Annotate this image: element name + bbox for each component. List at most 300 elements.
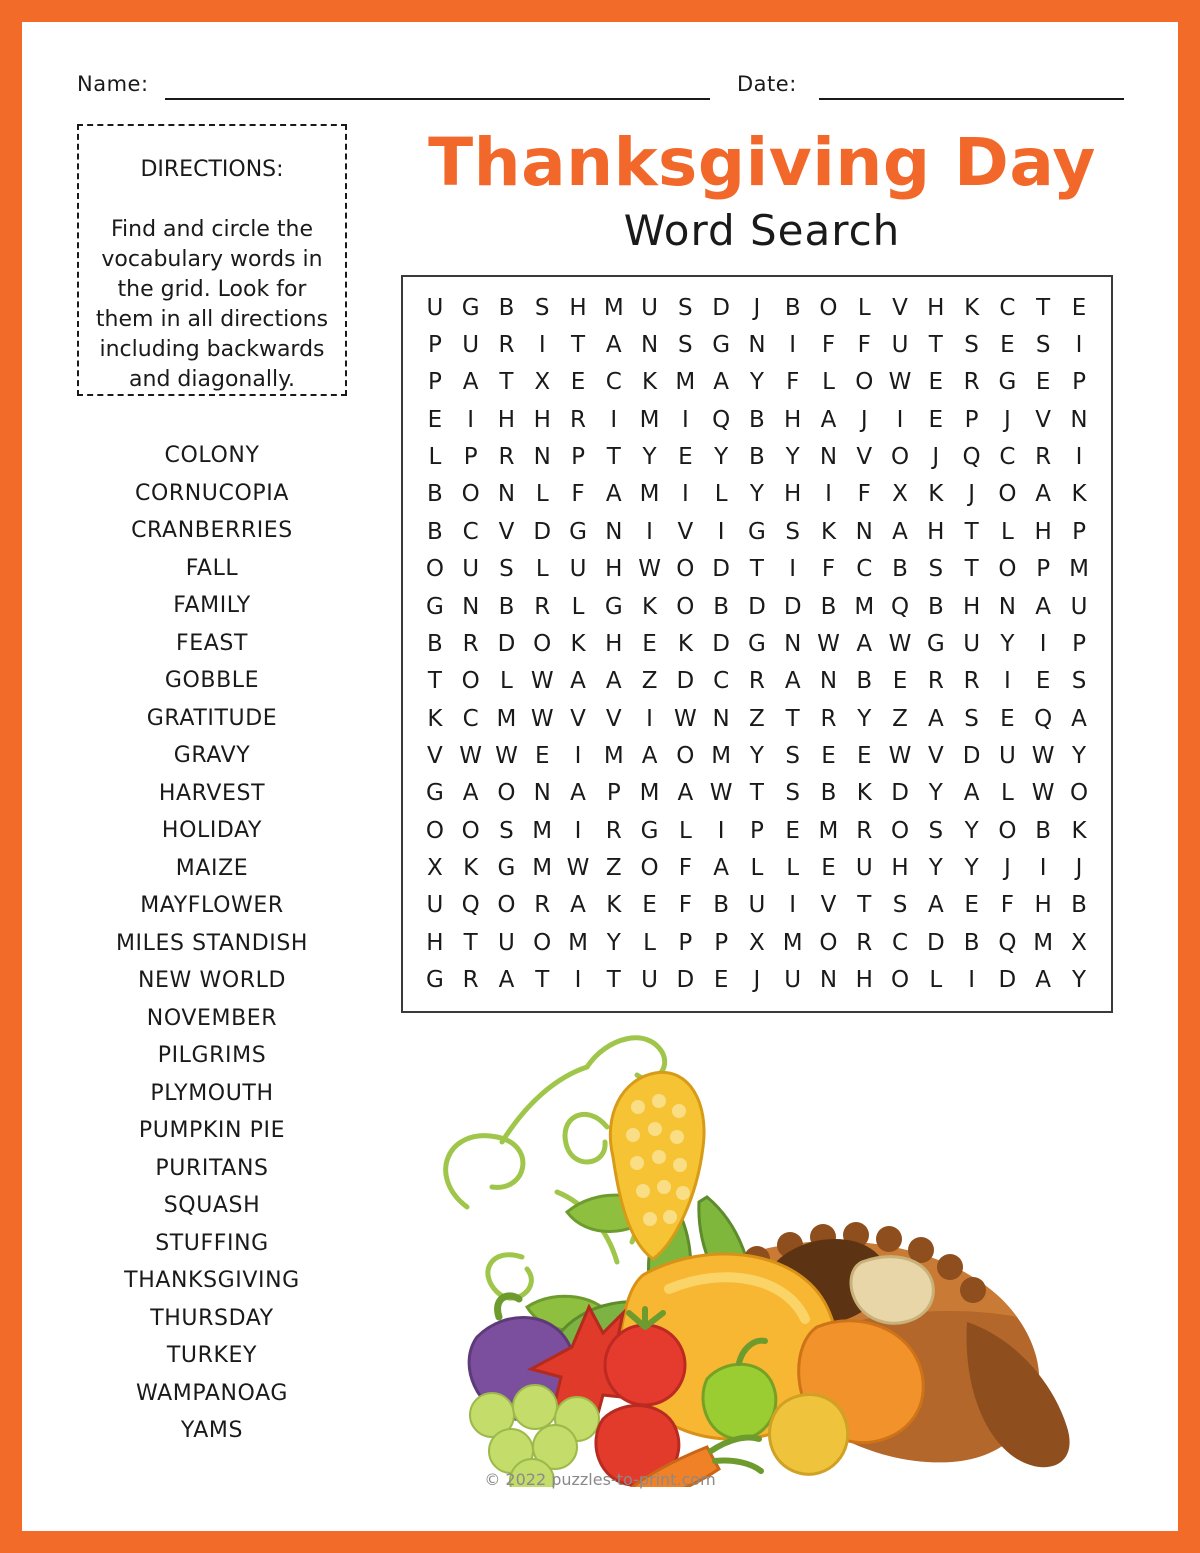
grid-cell[interactable]: D xyxy=(926,929,945,956)
grid-cell[interactable]: B xyxy=(820,593,837,620)
grid-cell[interactable]: R xyxy=(963,369,980,396)
grid-cell[interactable]: G xyxy=(425,593,444,620)
grid-cell[interactable]: R xyxy=(534,892,551,919)
grid-cell[interactable]: G xyxy=(569,518,587,545)
grid-cell[interactable]: S xyxy=(785,780,800,807)
grid-cell[interactable]: U xyxy=(748,892,766,919)
grid-cell[interactable]: O xyxy=(998,481,1017,508)
grid-cell[interactable]: Y xyxy=(749,369,764,396)
grid-cell[interactable]: Q xyxy=(998,929,1017,956)
grid-cell[interactable]: A xyxy=(570,892,586,919)
grid-cell[interactable]: M xyxy=(639,481,660,508)
grid-cell[interactable]: O xyxy=(819,929,838,956)
grid-cell[interactable]: X xyxy=(749,929,765,956)
grid-cell[interactable]: E xyxy=(928,369,944,396)
grid-cell[interactable]: H xyxy=(927,518,945,545)
grid-cell[interactable]: L xyxy=(857,294,871,321)
grid-cell[interactable]: P xyxy=(606,780,621,807)
word-list-item[interactable]: FAMILY xyxy=(173,593,251,618)
date-write-line[interactable] xyxy=(819,98,1124,100)
grid-cell[interactable]: T xyxy=(570,332,586,359)
grid-cell[interactable]: A xyxy=(784,668,801,695)
grid-cell[interactable]: K xyxy=(677,630,693,657)
grid-cell[interactable]: A xyxy=(605,332,622,359)
grid-cell[interactable]: H xyxy=(605,630,623,657)
grid-cell[interactable]: F xyxy=(786,369,800,396)
grid-cell[interactable]: K xyxy=(570,630,586,657)
grid-cell[interactable]: S xyxy=(1071,668,1087,695)
word-list-item[interactable]: THURSDAY xyxy=(150,1305,274,1331)
grid-cell[interactable]: I xyxy=(1075,444,1083,471)
grid-cell[interactable]: R xyxy=(462,630,479,657)
grid-cell[interactable]: E xyxy=(570,369,586,396)
grid-cell[interactable]: A xyxy=(927,705,944,732)
word-list-item[interactable]: NOVEMBER xyxy=(146,1005,278,1031)
grid-cell[interactable]: G xyxy=(712,332,731,359)
grid-cell[interactable]: H xyxy=(533,406,551,433)
word-list-item[interactable]: GOBBLE xyxy=(164,668,260,693)
grid-cell[interactable]: W xyxy=(638,556,661,583)
grid-cell[interactable]: O xyxy=(461,481,480,508)
grid-cell[interactable]: D xyxy=(676,967,695,994)
grid-cell[interactable]: H xyxy=(605,556,623,583)
grid-cell[interactable]: D xyxy=(497,630,516,657)
grid-cell[interactable]: W xyxy=(1031,742,1055,769)
grid-cell[interactable]: L xyxy=(535,481,549,508)
grid-cell[interactable]: G xyxy=(640,817,659,844)
grid-cell[interactable]: E xyxy=(928,406,944,433)
grid-cell[interactable]: I xyxy=(1039,855,1047,882)
grid-cell[interactable]: I xyxy=(825,481,832,508)
grid-cell[interactable]: B xyxy=(1035,817,1052,844)
grid-cell[interactable]: L xyxy=(678,817,692,844)
grid-cell[interactable]: A xyxy=(641,742,658,769)
grid-cell[interactable]: I xyxy=(789,892,797,919)
grid-cell[interactable]: W xyxy=(888,630,912,657)
grid-cell[interactable]: L xyxy=(929,967,943,994)
grid-cell[interactable]: D xyxy=(533,518,552,545)
grid-cell[interactable]: C xyxy=(462,518,479,545)
grid-cell[interactable]: B xyxy=(820,780,837,807)
word-list-item[interactable]: TURKEY xyxy=(166,1343,258,1368)
grid-cell[interactable]: W xyxy=(459,742,483,769)
grid-cell[interactable]: K xyxy=(928,481,944,508)
grid-cell[interactable]: O xyxy=(819,294,838,321)
grid-cell[interactable]: P xyxy=(1072,369,1086,396)
grid-cell[interactable]: Z xyxy=(749,705,765,732)
grid-cell[interactable]: W xyxy=(495,742,518,769)
grid-cell[interactable]: E xyxy=(856,742,872,769)
grid-cell[interactable]: U xyxy=(426,294,444,321)
name-write-line[interactable] xyxy=(165,98,710,100)
grid-cell[interactable]: P xyxy=(749,817,764,844)
grid-cell[interactable]: C xyxy=(892,929,909,956)
grid-cell[interactable]: H xyxy=(784,406,802,433)
grid-cell[interactable]: O xyxy=(425,817,444,844)
grid-cell[interactable]: G xyxy=(497,855,516,882)
grid-cell[interactable]: Q xyxy=(962,444,981,471)
grid-cell[interactable]: C xyxy=(462,705,479,732)
grid-cell[interactable]: F xyxy=(678,892,692,919)
grid-cell[interactable]: Z xyxy=(641,668,658,695)
grid-cell[interactable]: V xyxy=(427,742,443,769)
grid-cell[interactable]: M xyxy=(603,294,624,321)
grid-cell[interactable]: Y xyxy=(1072,742,1087,769)
grid-cell[interactable]: F xyxy=(1000,892,1014,919)
grid-cell[interactable]: K xyxy=(964,294,980,321)
grid-cell[interactable]: T xyxy=(499,369,514,396)
grid-cell[interactable]: H xyxy=(497,406,516,433)
grid-cell[interactable]: J xyxy=(753,967,761,994)
grid-cell[interactable]: A xyxy=(1035,481,1052,508)
grid-cell[interactable]: E xyxy=(821,742,836,769)
grid-cell[interactable]: U xyxy=(498,929,515,956)
grid-cell[interactable]: E xyxy=(678,444,693,471)
grid-cell[interactable]: R xyxy=(856,929,873,956)
grid-cell[interactable]: T xyxy=(964,556,979,583)
grid-cell[interactable]: G xyxy=(748,630,766,657)
grid-cell[interactable]: O xyxy=(1069,780,1089,807)
grid-cell[interactable]: W xyxy=(817,630,840,657)
grid-cell[interactable]: E xyxy=(642,630,657,657)
grid-cell[interactable]: E xyxy=(1000,332,1015,359)
grid-cell[interactable]: R xyxy=(927,668,944,695)
grid-cell[interactable]: O xyxy=(497,892,516,919)
grid-cell[interactable]: I xyxy=(681,481,689,508)
grid-cell[interactable]: Y xyxy=(964,817,979,844)
grid-cell[interactable]: O xyxy=(890,967,910,994)
grid-cell[interactable]: I xyxy=(968,967,975,994)
grid-cell[interactable]: V xyxy=(498,518,515,545)
grid-cell[interactable]: O xyxy=(890,817,910,844)
grid-cell[interactable]: A xyxy=(498,967,515,994)
grid-cell[interactable]: J xyxy=(860,406,868,433)
grid-cell[interactable]: E xyxy=(427,406,443,433)
grid-cell[interactable]: B xyxy=(427,481,443,508)
grid-cell[interactable]: Y xyxy=(928,855,943,882)
grid-cell[interactable]: K xyxy=(1071,481,1087,508)
grid-cell[interactable]: U xyxy=(1070,593,1088,620)
grid-cell[interactable]: D xyxy=(676,668,695,695)
grid-cell[interactable]: T xyxy=(535,967,550,994)
grid-cell[interactable]: O xyxy=(676,742,695,769)
grid-cell[interactable]: X xyxy=(892,481,908,508)
grid-cell[interactable]: K xyxy=(463,855,479,882)
grid-cell[interactable]: B xyxy=(1071,892,1087,919)
grid-cell[interactable]: O xyxy=(676,593,695,620)
grid-cell[interactable]: L xyxy=(428,444,442,471)
grid-cell[interactable]: E xyxy=(892,668,908,695)
grid-cell[interactable]: H xyxy=(426,929,444,956)
grid-cell[interactable]: T xyxy=(749,780,764,807)
grid-cell[interactable]: T xyxy=(785,705,800,732)
grid-cell[interactable]: B xyxy=(963,929,980,956)
grid-cell[interactable]: D xyxy=(748,593,766,620)
grid-cell[interactable]: S xyxy=(785,518,800,545)
grid-cell[interactable]: I xyxy=(789,332,797,359)
grid-cell[interactable]: M xyxy=(818,817,839,844)
grid-cell[interactable]: R xyxy=(748,668,765,695)
grid-cell[interactable]: M xyxy=(1069,556,1089,583)
grid-cell[interactable]: M xyxy=(532,817,553,844)
grid-cell[interactable]: L xyxy=(750,855,764,882)
grid-cell[interactable]: B xyxy=(927,593,944,620)
grid-cell[interactable]: D xyxy=(712,630,730,657)
grid-cell[interactable]: L xyxy=(1000,518,1014,545)
grid-cell[interactable]: Y xyxy=(857,705,872,732)
grid-cell[interactable]: D xyxy=(712,556,730,583)
grid-cell[interactable]: A xyxy=(605,481,622,508)
grid-cell[interactable]: F xyxy=(821,332,836,359)
grid-cell[interactable]: O xyxy=(533,630,552,657)
grid-cell[interactable]: L xyxy=(643,929,656,956)
grid-cell[interactable]: N xyxy=(998,593,1016,620)
grid-cell[interactable]: V xyxy=(856,444,873,471)
grid-cell[interactable]: G xyxy=(926,630,945,657)
grid-cell[interactable]: B xyxy=(498,294,515,321)
word-list-item[interactable]: PLYMOUTH xyxy=(150,1080,274,1106)
grid-cell[interactable]: A xyxy=(1035,967,1052,994)
grid-cell[interactable]: S xyxy=(964,705,979,732)
grid-cell[interactable]: R xyxy=(498,444,515,471)
grid-cell[interactable]: S xyxy=(678,294,693,321)
grid-cell[interactable]: N xyxy=(748,332,766,359)
grid-cell[interactable]: I xyxy=(646,518,653,545)
grid-cell[interactable]: K xyxy=(1071,817,1087,844)
grid-cell[interactable]: L xyxy=(1000,780,1014,807)
grid-cell[interactable]: E xyxy=(821,855,836,882)
grid-cell[interactable]: N xyxy=(497,481,516,508)
grid-cell[interactable]: X xyxy=(534,369,551,396)
grid-cell[interactable]: R xyxy=(534,593,551,620)
grid-cell[interactable]: P xyxy=(571,444,585,471)
grid-cell[interactable]: T xyxy=(964,518,979,545)
grid-cell[interactable]: N xyxy=(712,705,730,732)
grid-cell[interactable]: S xyxy=(928,817,944,844)
grid-cell[interactable]: A xyxy=(963,780,980,807)
grid-cell[interactable]: U xyxy=(998,742,1016,769)
grid-cell[interactable]: A xyxy=(677,780,694,807)
grid-cell[interactable]: C xyxy=(713,668,730,695)
grid-cell[interactable]: A xyxy=(713,855,729,882)
grid-cell[interactable]: D xyxy=(783,593,802,620)
grid-cell[interactable]: V xyxy=(605,705,622,732)
grid-cell[interactable]: U xyxy=(784,967,802,994)
grid-cell[interactable]: B xyxy=(784,294,801,321)
word-list-item[interactable]: HARVEST xyxy=(158,780,266,806)
word-list-item[interactable]: MAIZE xyxy=(175,855,249,881)
grid-cell[interactable]: U xyxy=(963,630,981,657)
grid-cell[interactable]: W xyxy=(888,369,912,396)
grid-cell[interactable]: L xyxy=(500,668,513,695)
grid-cell[interactable]: H xyxy=(891,855,909,882)
grid-cell[interactable]: X xyxy=(1071,929,1087,956)
grid-cell[interactable]: N xyxy=(605,518,623,545)
grid-cell[interactable]: T xyxy=(463,929,478,956)
word-list-item[interactable]: STUFFING xyxy=(155,1230,269,1256)
grid-cell[interactable]: N xyxy=(819,668,838,695)
grid-cell[interactable]: I xyxy=(681,406,689,433)
grid-cell[interactable]: I xyxy=(467,406,475,433)
grid-cell[interactable]: I xyxy=(1039,630,1047,657)
grid-cell[interactable]: R xyxy=(570,406,586,433)
grid-cell[interactable]: S xyxy=(785,742,800,769)
grid-cell[interactable]: I xyxy=(1003,668,1011,695)
grid-cell[interactable]: T xyxy=(749,556,764,583)
grid-cell[interactable]: L xyxy=(535,556,549,583)
word-list-item[interactable]: CORNUCOPIA xyxy=(134,480,289,506)
grid-cell[interactable]: P xyxy=(714,929,729,956)
grid-cell[interactable]: N xyxy=(819,444,838,471)
grid-cell[interactable]: M xyxy=(496,705,517,732)
grid-cell[interactable]: Y xyxy=(714,444,729,471)
grid-cell[interactable]: G xyxy=(425,780,444,807)
grid-cell[interactable]: S xyxy=(1035,332,1051,359)
grid-cell[interactable]: O xyxy=(497,780,516,807)
grid-cell[interactable]: C xyxy=(999,444,1016,471)
grid-cell[interactable]: A xyxy=(892,518,908,545)
grid-cell[interactable]: V xyxy=(892,294,908,321)
grid-cell[interactable]: C xyxy=(605,369,622,396)
grid-cell[interactable]: S xyxy=(678,332,693,359)
grid-cell[interactable]: W xyxy=(530,668,554,695)
grid-cell[interactable]: B xyxy=(892,556,908,583)
grid-cell[interactable]: A xyxy=(570,780,586,807)
grid-cell[interactable]: Z xyxy=(605,855,622,882)
grid-cell[interactable]: E xyxy=(1000,705,1015,732)
grid-cell[interactable]: P xyxy=(678,929,693,956)
grid-cell[interactable]: A xyxy=(462,369,479,396)
grid-cell[interactable]: N xyxy=(533,444,551,471)
grid-cell[interactable]: W xyxy=(673,705,697,732)
grid-cell[interactable]: I xyxy=(789,556,797,583)
grid-cell[interactable]: Y xyxy=(964,855,979,882)
word-list-item[interactable]: FEAST xyxy=(175,630,248,656)
grid-cell[interactable]: V xyxy=(677,518,694,545)
grid-cell[interactable]: K xyxy=(856,780,872,807)
grid-cell[interactable]: N xyxy=(784,630,802,657)
grid-cell[interactable]: A xyxy=(1071,705,1087,732)
grid-cell[interactable]: H xyxy=(1034,518,1052,545)
grid-cell[interactable]: B xyxy=(713,892,730,919)
grid-cell[interactable]: O xyxy=(533,929,552,956)
grid-cell[interactable]: W xyxy=(566,855,590,882)
grid-cell[interactable]: B xyxy=(749,406,765,433)
grid-cell[interactable]: O xyxy=(998,817,1017,844)
word-list-item[interactable]: PUMPKIN PIE xyxy=(138,1118,286,1143)
grid-cell[interactable]: U xyxy=(569,556,587,583)
grid-cell[interactable]: T xyxy=(606,967,621,994)
word-list-item[interactable]: FALL xyxy=(185,555,239,581)
grid-cell[interactable]: Y xyxy=(606,929,621,956)
grid-cell[interactable]: Y xyxy=(785,444,800,471)
grid-cell[interactable]: F xyxy=(571,481,585,508)
grid-cell[interactable]: Z xyxy=(892,705,908,732)
grid-cell[interactable]: X xyxy=(427,855,443,882)
grid-cell[interactable]: Y xyxy=(749,742,764,769)
grid-cell[interactable]: G xyxy=(425,967,444,994)
grid-cell[interactable]: A xyxy=(927,892,944,919)
grid-cell[interactable]: S xyxy=(499,817,514,844)
grid-cell[interactable]: M xyxy=(675,369,696,396)
grid-cell[interactable]: U xyxy=(426,892,444,919)
grid-cell[interactable]: L xyxy=(822,369,835,396)
grid-cell[interactable]: K xyxy=(820,518,837,545)
grid-cell[interactable]: S xyxy=(499,556,514,583)
grid-cell[interactable]: F xyxy=(857,481,871,508)
grid-cell[interactable]: V xyxy=(820,892,837,919)
grid-cell[interactable]: W xyxy=(709,780,733,807)
grid-cell[interactable]: O xyxy=(676,556,695,583)
grid-cell[interactable]: O xyxy=(640,855,659,882)
grid-cell[interactable]: K xyxy=(642,593,658,620)
grid-cell[interactable]: D xyxy=(712,294,730,321)
grid-cell[interactable]: M xyxy=(782,929,803,956)
grid-cell[interactable]: I xyxy=(610,406,618,433)
grid-cell[interactable]: H xyxy=(1034,892,1052,919)
grid-cell[interactable]: H xyxy=(927,294,945,321)
word-list-item[interactable]: COLONY xyxy=(164,443,260,468)
grid-cell[interactable]: I xyxy=(574,817,582,844)
grid-cell[interactable]: Y xyxy=(642,444,657,471)
grid-cell[interactable]: K xyxy=(642,369,658,396)
grid-cell[interactable]: E xyxy=(785,817,800,844)
grid-cell[interactable]: T xyxy=(427,668,442,695)
grid-cell[interactable]: D xyxy=(962,742,981,769)
grid-cell[interactable]: O xyxy=(855,369,874,396)
grid-cell[interactable]: Q xyxy=(890,593,910,620)
grid-cell[interactable]: U xyxy=(462,332,480,359)
grid-cell[interactable]: N xyxy=(462,593,480,620)
grid-cell[interactable]: P xyxy=(427,369,442,396)
grid-cell[interactable]: M xyxy=(532,855,553,882)
grid-cell[interactable]: N xyxy=(1070,406,1088,433)
grid-cell[interactable]: O xyxy=(425,556,444,583)
grid-cell[interactable]: A xyxy=(1035,593,1052,620)
grid-cell[interactable]: T xyxy=(928,332,943,359)
grid-cell[interactable]: N xyxy=(533,780,551,807)
grid-cell[interactable]: U xyxy=(641,294,658,321)
grid-cell[interactable]: R xyxy=(856,817,873,844)
grid-cell[interactable]: W xyxy=(1031,780,1055,807)
grid-cell[interactable]: W xyxy=(888,742,912,769)
grid-cell[interactable]: T xyxy=(857,892,872,919)
grid-cell[interactable]: P xyxy=(1036,556,1051,583)
grid-cell[interactable]: B xyxy=(856,668,873,695)
grid-cell[interactable]: E xyxy=(964,892,979,919)
grid-cell[interactable]: M xyxy=(568,929,588,956)
grid-cell[interactable]: S xyxy=(964,332,979,359)
grid-cell[interactable]: R xyxy=(963,668,980,695)
grid-cell[interactable]: Y xyxy=(1072,967,1087,994)
grid-cell[interactable]: A xyxy=(462,780,479,807)
grid-cell[interactable]: O xyxy=(998,556,1017,583)
word-list-item[interactable]: GRATITUDE xyxy=(146,705,278,731)
grid-cell[interactable]: C xyxy=(999,294,1016,321)
grid-cell[interactable]: U xyxy=(641,967,658,994)
grid-cell[interactable]: H xyxy=(784,481,802,508)
grid-cell[interactable]: E xyxy=(1035,369,1051,396)
grid-cell[interactable]: B xyxy=(427,630,443,657)
word-list-item[interactable]: WAMPANOAG xyxy=(136,1380,288,1406)
grid-cell[interactable]: H xyxy=(569,294,587,321)
grid-cell[interactable]: H xyxy=(962,593,981,620)
grid-cell[interactable]: P xyxy=(427,332,442,359)
word-list-item[interactable]: MILES STANDISH xyxy=(115,930,309,956)
grid-cell[interactable]: J xyxy=(968,481,975,508)
grid-cell[interactable]: V xyxy=(927,742,944,769)
grid-cell[interactable]: Y xyxy=(928,780,943,807)
